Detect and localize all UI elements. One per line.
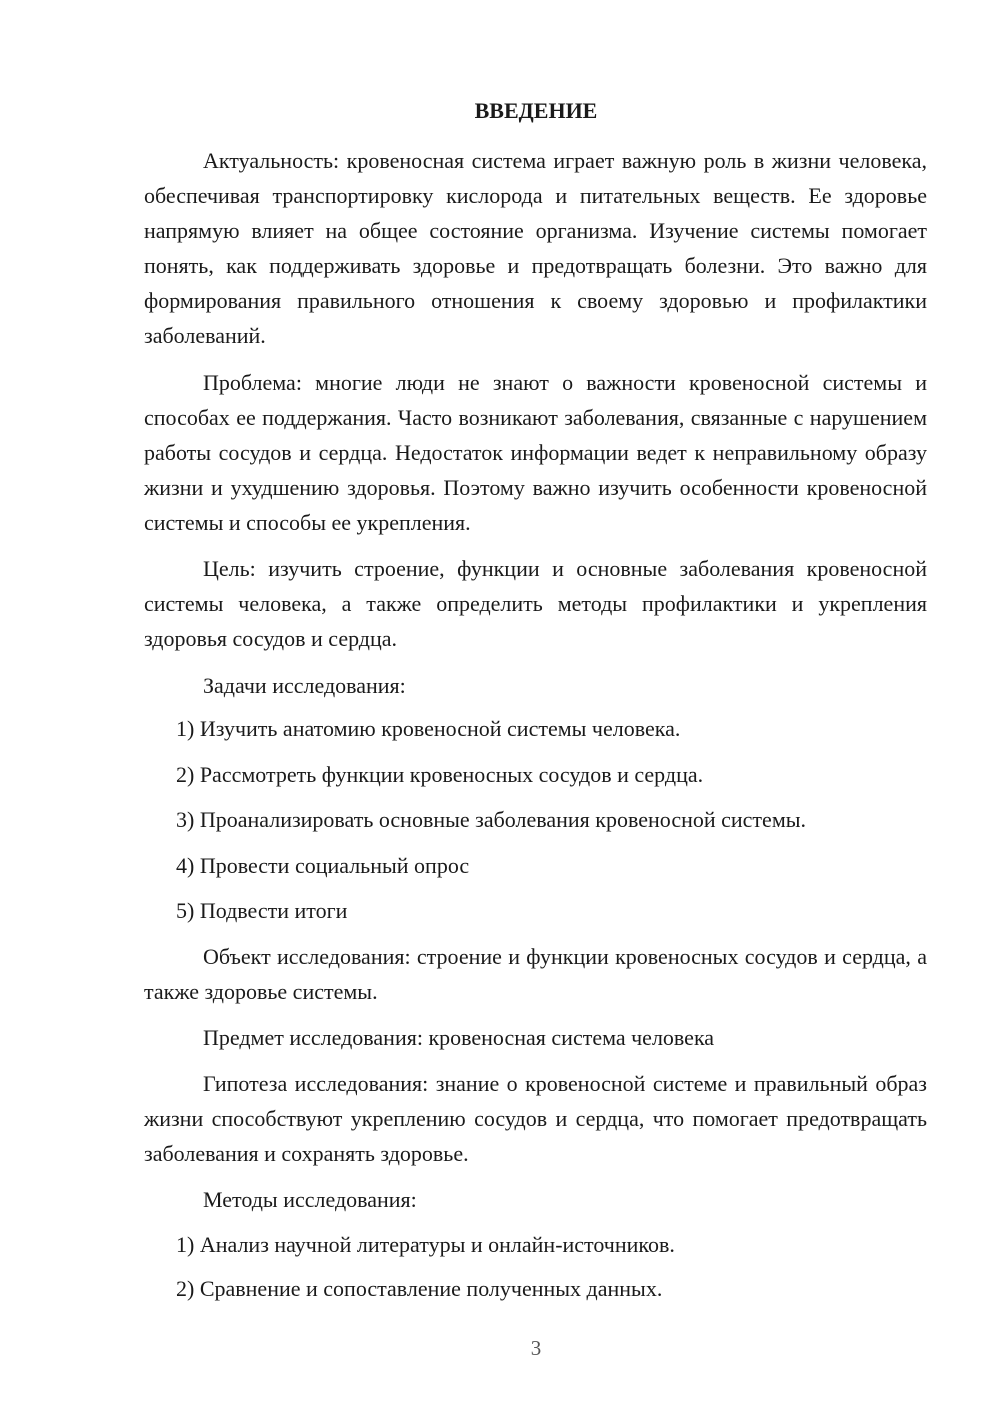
page-number: 3: [530, 1336, 542, 1360]
paragraph-relevance: Актуальность: кровеносная система играет важную роль в жизни человека, обеспечивая транспортировку кислорода и питательных веществ. Ее здоровье напрямую влияет на общее состояние организма. Изучение системы помогает понять, как поддерживать здоровье и предотвращать болезни. Это важно для формирования правильного отношения к своему здоровью и профилактики заболеваний.: [144, 148, 927, 348]
task-item: 3) Проанализировать основные заболевания кровеносной системы.: [176, 807, 807, 832]
task-item: 5) Подвести итоги: [176, 898, 348, 923]
method-item: 2) Сравнение и сопоставление полученных данных.: [176, 1276, 663, 1301]
paragraph-subject: Предмет исследования: кровеносная система человека: [203, 1025, 715, 1050]
paragraph-object: Объект исследования: строение и функции кровеносных сосудов и сердца, а также здоровье системы.: [144, 944, 927, 1004]
task-item: 2) Рассмотреть функции кровеносных сосудов и сердца.: [176, 762, 704, 787]
methods-heading: Методы исследования:: [203, 1187, 417, 1212]
task-item: 1) Изучить анатомию кровеносной системы человека.: [176, 716, 681, 741]
paragraph-problem: Проблема: многие люди не знают о важности кровеносной системы и способах ее поддержания. Часто возникают заболевания, связанные с нарушением работы сосудов и сердца. Недостаток информации ведет к неправильному образу жизни и ухудшению здоровья. Поэтому важно изучить особенности кровеносной системы и способы ее укрепления.: [144, 370, 927, 535]
task-item: 4) Провести социальный опрос: [176, 853, 470, 878]
page-title: ВВЕДЕНИЕ: [474, 98, 598, 123]
tasks-heading: Задачи исследования:: [203, 673, 406, 698]
method-item: 1) Анализ научной литературы и онлайн-источников.: [176, 1232, 675, 1257]
paragraph-goal: Цель: изучить строение, функции и основные заболевания кровеносной системы человека, а также определить методы профилактики и укрепления здоровья сосудов и сердца.: [144, 556, 927, 651]
paragraph-hypothesis: Гипотеза исследования: знание о кровеносной системе и правильный образ жизни способствуют укреплению сосудов и сердца, что помогает предотвращать заболевания и сохранять здоровье.: [144, 1071, 927, 1166]
